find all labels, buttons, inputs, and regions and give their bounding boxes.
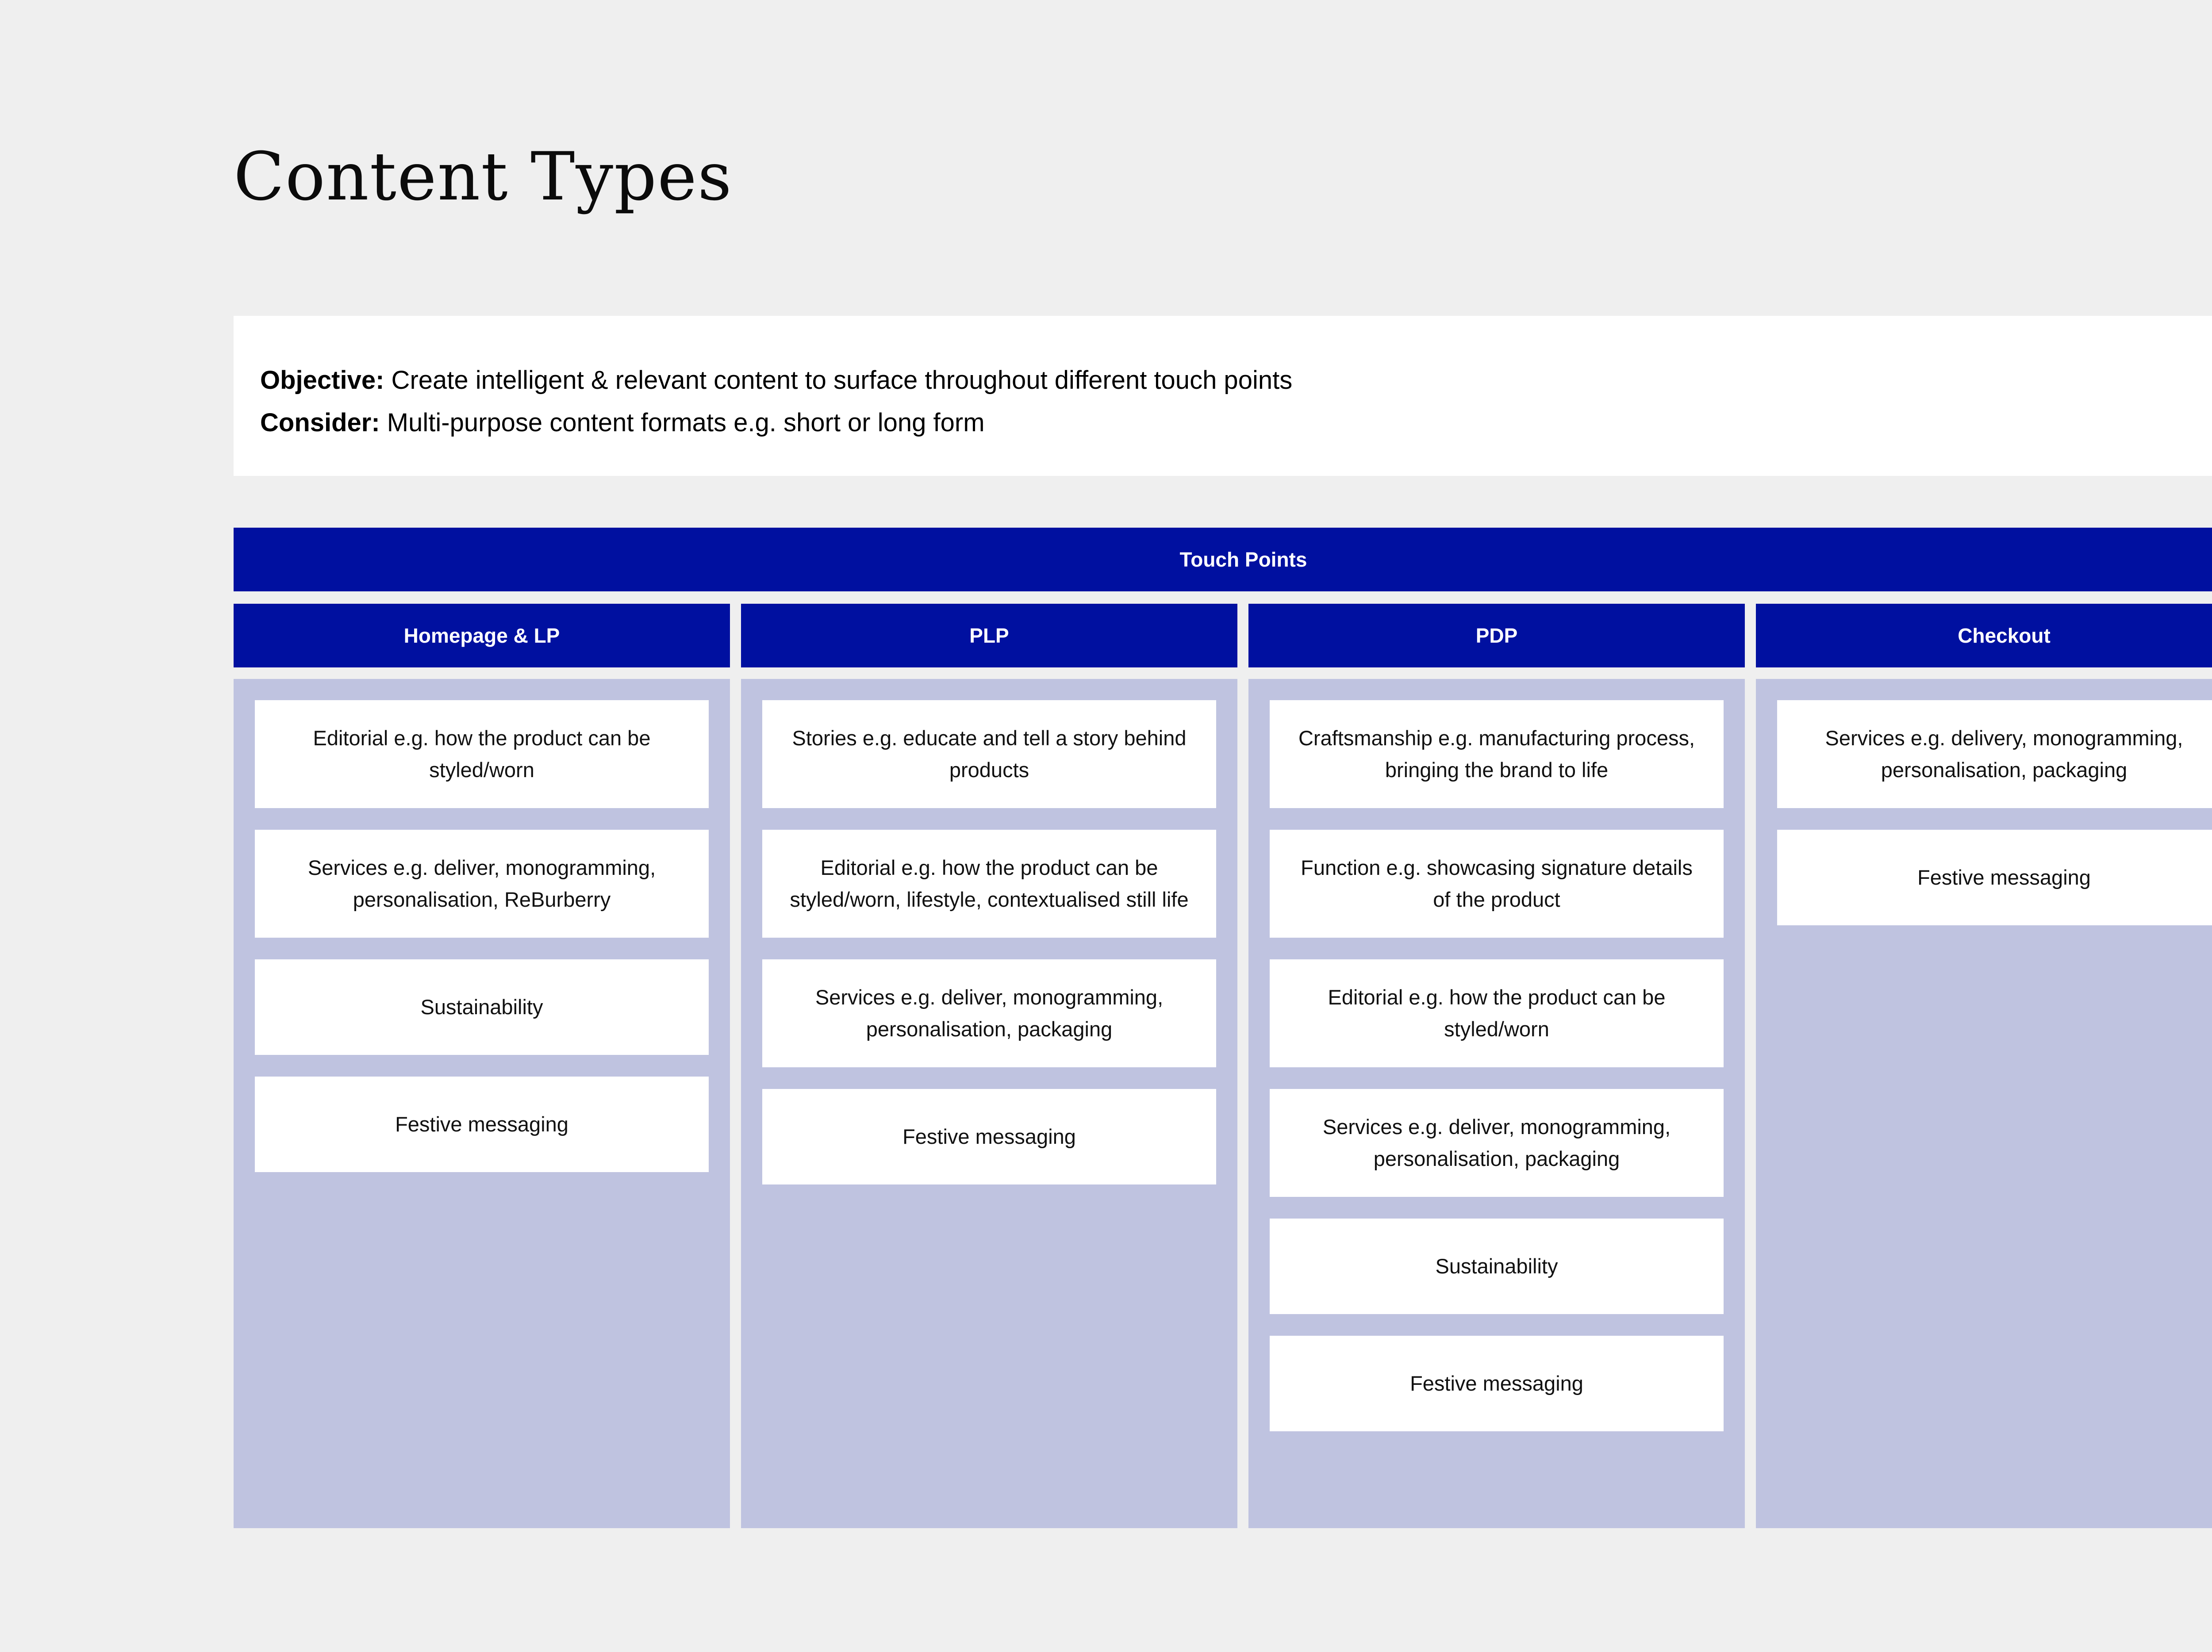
column-body: [741, 679, 1237, 1528]
content-type-card: Sustainability: [1270, 1219, 1724, 1314]
page-title: Content Types: [234, 138, 733, 215]
content-type-card: Editorial e.g. how the product can be styled/worn: [255, 700, 709, 808]
column-plp: [741, 604, 1237, 1528]
column-header: Homepage & LP: [234, 604, 730, 667]
content-type-card: Services e.g. delivery, monogramming, personalisation, packaging: [1777, 700, 2212, 808]
content-type-card: Editorial e.g. how the product can be styled/worn, lifestyle, contextualised still life: [762, 830, 1216, 938]
content-type-card: Festive messaging: [762, 1089, 1216, 1184]
objective-label: Objective:: [260, 366, 384, 395]
content-type-card: Function e.g. showcasing signature details of the product: [1270, 830, 1724, 938]
content-type-card: Services e.g. deliver, monogramming, personalisation, ReBurberry: [255, 830, 709, 938]
content-type-card: Festive messaging: [1777, 830, 2212, 925]
objective-text: Create intelligent & relevant content to surface throughout different touch points: [384, 366, 1293, 395]
content-type-card: Festive messaging: [255, 1077, 709, 1172]
content-type-card: Festive messaging: [1270, 1336, 1724, 1431]
content-type-card: Sustainability: [255, 959, 709, 1055]
consider-line: [260, 402, 2212, 444]
content-type-card: Services e.g. deliver, monogramming, personalisation, packaging: [1270, 1089, 1724, 1197]
objective-line: [260, 359, 2212, 402]
content-type-card: Services e.g. deliver, monogramming, personalisation, packaging: [762, 959, 1216, 1067]
column-body: [1248, 679, 1745, 1528]
column-header: PDP: [1248, 604, 1745, 667]
column-checkout: [1756, 604, 2212, 1528]
column-body: [234, 679, 730, 1528]
column-pdp: [1248, 604, 1745, 1528]
touch-points-header: Touch Points: [234, 528, 2212, 591]
column-header: Checkout: [1756, 604, 2212, 667]
column-homepage-lp: [234, 604, 730, 1528]
column-body: [1756, 679, 2212, 1528]
column-header: PLP: [741, 604, 1237, 667]
content-type-card: Craftsmanship e.g. manufacturing process, bringing the brand to life: [1270, 700, 1724, 808]
brief-panel: [234, 316, 2212, 476]
content-type-card: Stories e.g. educate and tell a story behind products: [762, 700, 1216, 808]
touch-point-columns: [234, 604, 2212, 1528]
consider-text: Multi-purpose content formats e.g. short or long form: [380, 408, 985, 437]
content-type-card: Editorial e.g. how the product can be styled/worn: [1270, 959, 1724, 1067]
consider-label: Consider:: [260, 408, 380, 437]
